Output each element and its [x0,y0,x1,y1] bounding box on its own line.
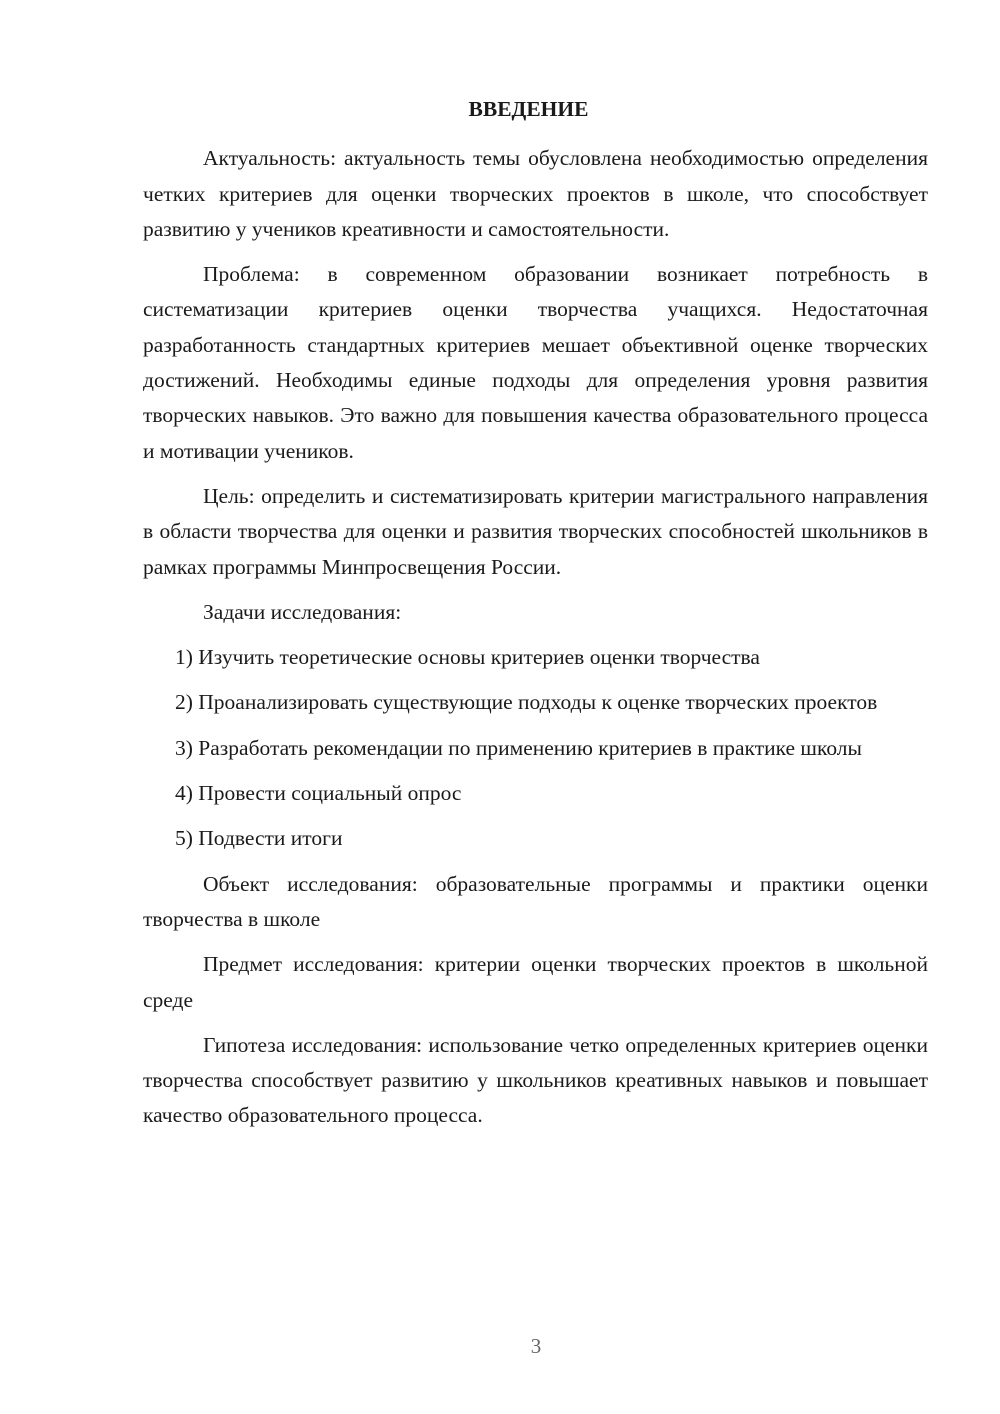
paragraph-tasks-heading: Задачи исследования: [203,599,402,624]
page-number [0,1334,1000,1359]
task-item-3: 3) Разработать рекомендации по применению критериев в практике школы [175,735,862,760]
paragraph-actuality: Актуальность: актуальность темы обусловлена необходимостью определения четких критериев для оценки творческих проектов в школе, что способствует развитию у учеников креативности и самостоятельности. [143,146,928,241]
page-content [143,92,928,1144]
paragraph-subject: Предмет исследования: критерии оценки творческих проектов в школьной среде [143,952,928,1012]
task-item-2: 2) Проанализировать существующие подходы к оценке творческих проектов [175,690,878,715]
task-item-1: 1) Изучить теоретические основы критериев оценки творчества [175,645,760,670]
paragraph-hypothesis: Гипотеза исследования: использование четко определенных критериев оценки творчества способствует развитию у школьников креативных навыков и повышает качество образовательного процесса. [143,1032,928,1128]
paragraph-goal: Цель: определить и систематизировать критерии магистрального направления в области творчества для оценки и развития творческих способностей школьников в рамках программы Минпросвещения России. [143,483,928,579]
paragraph-object: Объект исследования: образовательные программы и практики оценки творчества в школе [143,871,928,931]
task-item-5: 5) Подвести итоги [175,826,343,851]
section-title [143,92,928,127]
page-number-text: 3 [530,1334,542,1358]
section-title-text: ВВЕДЕНИЕ [468,97,589,121]
paragraph-problem: Проблема: в современном образовании возникает потребность в систематизации критериев оценки творчества учащихся. Недостаточная разработанность стандартных критериев мешает объективной оценке творческих достижений. Необходимы единые подходы для определения уровня развития творческих навыков. Это важно для повышения качества образовательного процесса и мотивации учеников. [143,262,928,463]
task-item-4: 4) Провести социальный опрос [175,781,462,806]
